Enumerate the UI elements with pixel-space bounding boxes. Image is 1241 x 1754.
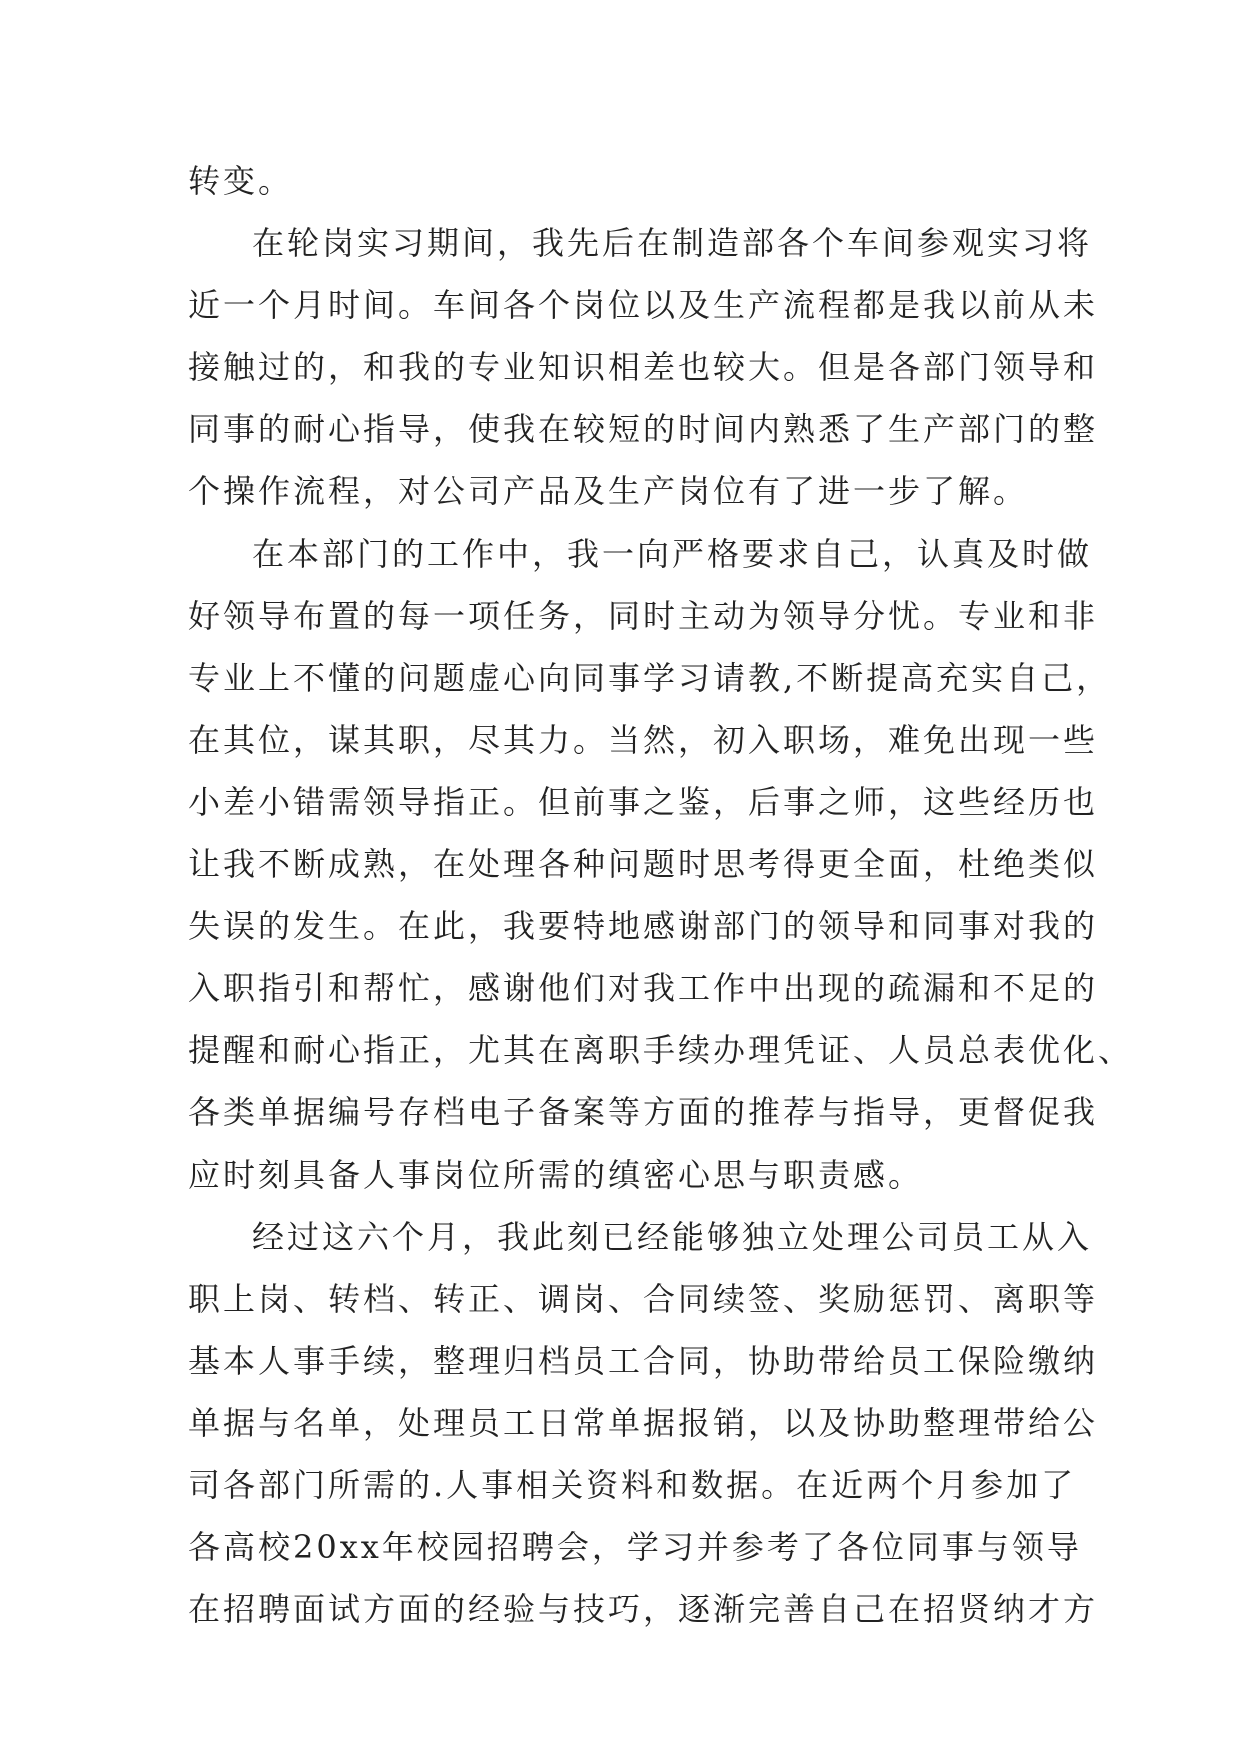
text-line: 专业上不懂的问题虚心向同事学习请教,不断提高充实自己， (188, 658, 1112, 697)
text-line: 在其位，谋其职，尽其力。当然，初入职场，难免出现一些 (188, 720, 1099, 759)
paragraph-first-line: 在本部门的工作中，我一向严格要求自己，认真及时做 (252, 534, 1093, 573)
text-line: 单据与名单，处理员工日常单据报销，以及协助整理带给公 (188, 1403, 1099, 1442)
text-line: 在招聘面试方面的经验与技巧，逐渐完善自己在招贤纳才方 (188, 1590, 1099, 1629)
text-line: 个操作流程，对公司产品及生产岗位有了进一步了解。 (188, 472, 1029, 511)
text-line: 提醒和耐心指正，尤其在离职手续办理凭证、人员总表优化、 (188, 1031, 1134, 1070)
text-line: 同事的耐心指导，使我在较短的时间内熟悉了生产部门的整 (188, 410, 1099, 449)
paragraph-first-line: 经过这六个月，我此刻已经能够独立处理公司员工从入 (252, 1217, 1093, 1256)
text-line: 职上岗、转档、转正、调岗、合同续签、奖励惩罚、离职等 (188, 1279, 1099, 1318)
text-line: 接触过的，和我的专业知识相差也较大。但是各部门领导和 (188, 348, 1099, 387)
text-line: 好领导布置的每一项任务，同时主动为领导分忧。专业和非 (188, 596, 1099, 635)
text-line: 司各部门所需的.人事相关资料和数据。在近两个月参加了 (188, 1465, 1077, 1504)
text-line: 转变。 (188, 162, 294, 200)
text-line: 让我不断成熟，在处理各种问题时思考得更全面，杜绝类似 (188, 845, 1099, 884)
text-line: 小差小错需领导指正。但前事之鉴，后事之师，这些经历也 (188, 782, 1099, 821)
text-line: 各高校20xx年校园招聘会，学习并参考了各位同事与领导 (188, 1528, 1082, 1567)
text-line: 近一个月时间。车间各个岗位以及生产流程都是我以前从未 (188, 286, 1099, 325)
paragraph-first-line: 在轮岗实习期间，我先后在制造部各个车间参观实习将 (252, 224, 1093, 263)
document-body (188, 150, 1134, 1640)
text-line: 失误的发生。在此，我要特地感谢部门的领导和同事对我的 (188, 907, 1099, 946)
text-line: 基本人事手续，整理归档员工合同，协助带给员工保险缴纳 (188, 1341, 1099, 1380)
text-line: 入职指引和帮忙，感谢他们对我工作中出现的疏漏和不足的 (188, 969, 1099, 1008)
text-line: 各类单据编号存档电子备案等方面的推荐与指导，更督促我 (188, 1093, 1099, 1132)
text-line: 应时刻具备人事岗位所需的缜密心思与职责感。 (188, 1155, 924, 1194)
